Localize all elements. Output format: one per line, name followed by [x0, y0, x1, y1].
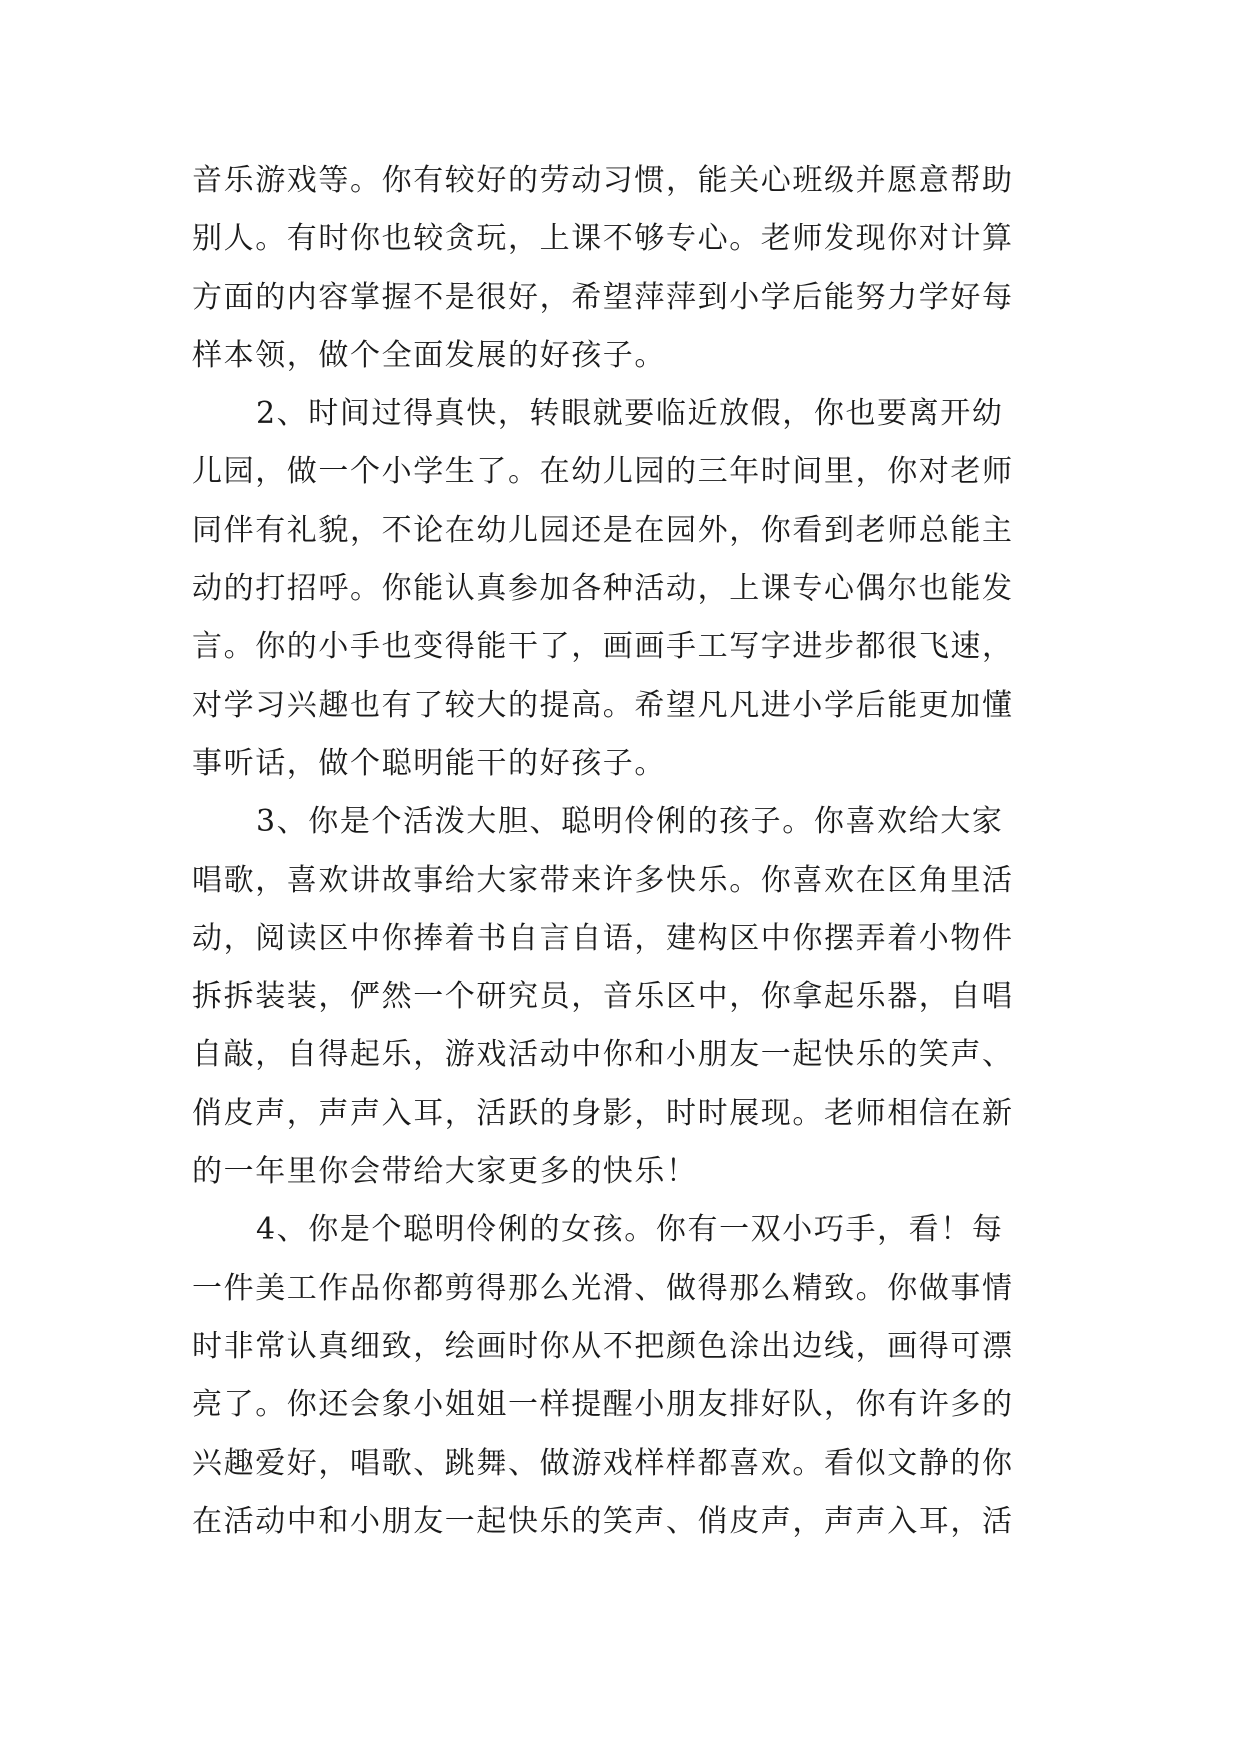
text-line: 音乐游戏等。你有较好的劳动习惯，能关心班级并愿意帮助 — [192, 163, 1014, 198]
text-line: 亮了。你还会象小姐姐一样提醒小朋友排好队，你有许多的 — [192, 1387, 1014, 1423]
text-line: 3、你是个活泼大胆、聪明伶俐的孩子。你喜欢给大家 — [256, 804, 1004, 840]
text-line: 4、你是个聪明伶俐的女孩。你有一双小巧手，看！每 — [256, 1212, 1004, 1248]
paragraph-2 — [192, 385, 1052, 793]
text-line: 唱歌，喜欢讲故事给大家带来许多快乐。你喜欢在区角里活 — [192, 862, 1014, 898]
text-line: 自敲，自得起乐，游戏活动中你和小朋友一起快乐的笑声、 — [192, 1037, 1014, 1073]
text-line: 动的打招呼。你能认真参加各种活动，上课专心偶尔也能发 — [192, 571, 1014, 607]
text-line: 儿园，做一个小学生了。在幼儿园的三年时间里，你对老师 — [192, 454, 1014, 490]
paragraph-1 — [192, 152, 1052, 385]
text-line: 言。你的小手也变得能干了，画画手工写字进步都很飞速， — [192, 629, 1014, 665]
text-line: 样本领，做个全面发展的好孩子。 — [192, 337, 666, 373]
text-line: 别人。有时你也较贪玩，上课不够专心。老师发现你对计算 — [192, 221, 1014, 257]
text-line: 一件美工作品你都剪得那么光滑、做得那么精致。你做事情 — [192, 1270, 1014, 1306]
text-line: 拆拆装装，俨然一个研究员，音乐区中，你拿起乐器，自唱 — [192, 979, 1014, 1015]
text-line: 2、时间过得真快，转眼就要临近放假，你也要离开幼 — [256, 396, 1004, 432]
text-line: 对学习兴趣也有了较大的提高。希望凡凡进小学后能更加懂 — [192, 687, 1014, 723]
text-line: 方面的内容掌握不是很好，希望萍萍到小学后能努力学好每 — [192, 279, 1014, 315]
text-line: 动，阅读区中你捧着书自言自语，建构区中你摆弄着小物件 — [192, 920, 1014, 956]
paragraph-4 — [192, 1201, 1052, 1551]
text-line: 事听话，做个聪明能干的好孩子。 — [192, 745, 666, 781]
text-line: 俏皮声，声声入耳，活跃的身影，时时展现。老师相信在新 — [192, 1095, 1014, 1131]
text-line: 同伴有礼貌，不论在幼儿园还是在园外，你看到老师总能主 — [192, 512, 1014, 548]
text-line: 时非常认真细致，绘画时你从不把颜色涂出边线，画得可漂 — [192, 1328, 1014, 1364]
document-body — [192, 152, 1052, 1551]
text-line: 在活动中和小朋友一起快乐的笑声、俏皮声，声声入耳，活 — [192, 1503, 1014, 1539]
text-line: 兴趣爱好，唱歌、跳舞、做游戏样样都喜欢。看似文静的你 — [192, 1445, 1014, 1481]
paragraph-3 — [192, 793, 1052, 1201]
text-line: 的一年里你会带给大家更多的快乐！ — [192, 1154, 698, 1190]
